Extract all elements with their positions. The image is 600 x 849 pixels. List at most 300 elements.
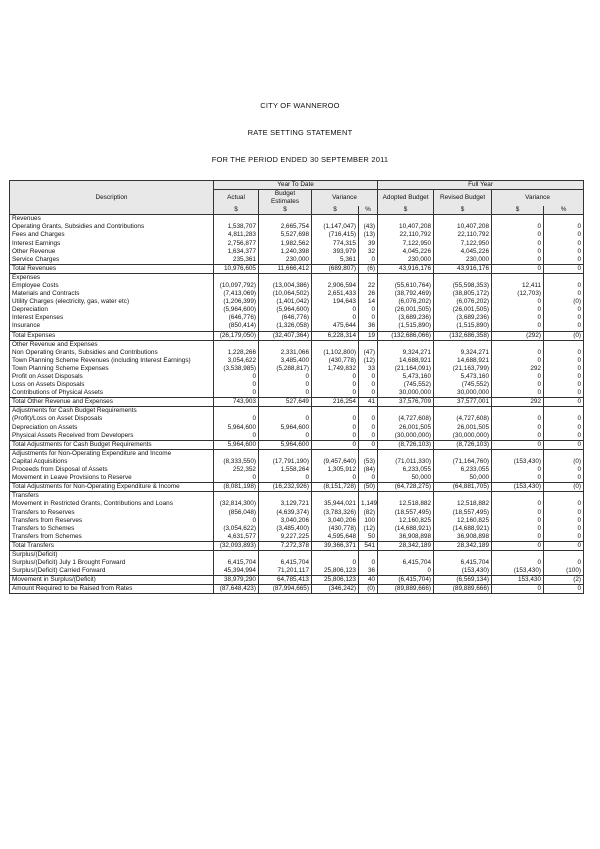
row-value: [214, 407, 259, 416]
full-year-header: Full Year: [378, 181, 584, 190]
row-value: [312, 215, 359, 224]
row-value: 0: [492, 357, 544, 365]
row-value: (1,206,399): [214, 298, 259, 306]
row-value: 0: [544, 533, 584, 542]
table-row: [10, 492, 584, 501]
table-row: [10, 541, 584, 550]
row-value: 9,227,225: [259, 533, 312, 542]
row-value: 0: [359, 424, 378, 432]
table-row: [10, 517, 584, 525]
row-value: 5,473,160: [378, 373, 434, 381]
row-value: 28,342,189: [378, 541, 434, 550]
row-label: Transfers from Schemes: [12, 532, 82, 540]
row-value: (745,552): [378, 381, 434, 389]
row-value: 1,538,707: [214, 223, 259, 231]
row-value: [359, 550, 378, 559]
row-value: (30,000,000): [434, 432, 492, 441]
row-value: [312, 273, 359, 282]
row-value: 230,000: [378, 256, 434, 265]
row-value: 30,000,000: [378, 389, 434, 398]
row-value: 0: [492, 314, 544, 322]
row-value: 0: [312, 314, 359, 322]
row-value: 50,000: [378, 474, 434, 483]
row-value: 7,122,950: [434, 239, 492, 247]
row-value: 0: [544, 373, 584, 381]
row-value: [492, 449, 544, 458]
row-value: 36,908,898: [434, 533, 492, 542]
row-value: 0: [544, 239, 584, 247]
row-value: 36,908,898: [378, 533, 434, 542]
row-label: Town Planning Scheme Revenues (including Interest Earnings): [12, 356, 191, 364]
row-value: 22,110,792: [378, 231, 434, 239]
row-label: Interest Expenses: [12, 314, 64, 322]
row-value: (8,081,198): [214, 483, 259, 492]
row-value: 0: [492, 248, 544, 256]
row-value: [214, 449, 259, 458]
row-label: Contributions of Physical Assets: [12, 389, 103, 397]
row-value: 0: [544, 282, 584, 290]
row-value: [259, 449, 312, 458]
row-value: (3,783,326): [312, 508, 359, 516]
row-value: 0: [492, 533, 544, 542]
row-label: Amount Required to be Raised from Rates: [10, 585, 214, 594]
row-value: 5,964,600: [214, 440, 259, 449]
row-value: 0: [259, 373, 312, 381]
row-value: 0: [214, 474, 259, 483]
row-value: 1,558,264: [259, 466, 312, 474]
row-value: (3,689,236): [378, 314, 434, 322]
row-value: [378, 215, 434, 224]
ytd-header: Year To Date: [214, 181, 378, 190]
row-value: (18,557,495): [434, 508, 492, 516]
row-value: (1,102,800): [312, 349, 359, 357]
row-label: Total Expenses: [10, 331, 214, 340]
row-value: 12,160,825: [434, 517, 492, 525]
row-value: 0: [359, 389, 378, 398]
row-value: 0: [259, 432, 312, 441]
row-value: 2,906,594: [312, 282, 359, 290]
row-value: 0: [544, 349, 584, 357]
row-value: (12,703): [492, 290, 544, 298]
row-value: 0: [544, 585, 584, 594]
row-label: Surplus/(Deficit) Carried Forward: [12, 567, 106, 575]
table-row: [10, 239, 584, 247]
row-value: 0: [544, 517, 584, 525]
row-value: 0: [544, 525, 584, 533]
table-row: [10, 365, 584, 373]
row-value: (12): [359, 525, 378, 533]
row-value: [492, 492, 544, 501]
row-value: 36: [359, 567, 378, 576]
row-value: 33: [359, 365, 378, 373]
row-label: Total Transfers: [10, 541, 214, 550]
row-value: [378, 407, 434, 416]
row-value: 0: [544, 365, 584, 373]
row-value: (3,054,622): [214, 525, 259, 533]
table-row: [10, 474, 584, 483]
row-value: 0: [544, 559, 584, 567]
row-value: [378, 449, 434, 458]
table-row: [10, 282, 584, 290]
table-row: [10, 223, 584, 231]
row-value: 2,331,066: [259, 349, 312, 357]
row-value: 774,315: [312, 239, 359, 247]
row-value: 0: [544, 508, 584, 516]
row-value: 0: [214, 373, 259, 381]
row-value: 0: [259, 474, 312, 483]
row-value: (850,414): [214, 322, 259, 331]
row-value: (0): [359, 585, 378, 594]
row-value: 38,979,290: [214, 576, 259, 585]
row-value: 0: [492, 559, 544, 567]
row-value: (8,726,103): [378, 440, 434, 449]
row-value: 0: [492, 322, 544, 331]
row-value: [378, 273, 434, 282]
row-value: (153,430): [492, 567, 544, 576]
row-value: 14,688,921: [378, 357, 434, 365]
row-value: (7,413,069): [214, 290, 259, 298]
revised-budget-header: Revised Budget: [434, 190, 492, 207]
row-value: (10,064,502): [259, 290, 312, 298]
row-value: 6,233,055: [434, 466, 492, 474]
row-value: 0: [544, 432, 584, 441]
row-value: 0: [312, 432, 359, 441]
row-label: Transfers: [10, 492, 214, 501]
row-value: 0: [312, 559, 359, 567]
row-value: 0: [214, 432, 259, 441]
row-value: 12,160,825: [378, 517, 434, 525]
row-value: 10,407,208: [378, 223, 434, 231]
row-label: (Profit)/Loss on Asset Disposals: [12, 415, 103, 423]
row-value: 12,518,882: [434, 500, 492, 508]
row-value: 0: [359, 373, 378, 381]
row-value: 5,964,600: [214, 424, 259, 432]
row-value: 0: [312, 389, 359, 398]
row-value: [259, 215, 312, 224]
row-value: (21,164,091): [378, 365, 434, 373]
row-value: 0: [544, 314, 584, 322]
row-value: 0: [492, 231, 544, 239]
row-value: (30,000,000): [378, 432, 434, 441]
table-row: [10, 525, 584, 533]
row-value: [434, 340, 492, 349]
row-value: 30,000,000: [434, 389, 492, 398]
row-value: 0: [359, 559, 378, 567]
row-value: 0: [544, 290, 584, 298]
table-row: [10, 424, 584, 432]
row-value: (55,610,764): [378, 282, 434, 290]
row-value: (6,569,134): [434, 576, 492, 585]
table-row: [10, 215, 584, 224]
row-value: (346,242): [312, 585, 359, 594]
row-label: Total Adjustments for Non-Operating Expenditure & Income: [10, 483, 214, 492]
row-label: Transfers from Reserves: [12, 516, 83, 524]
row-value: 0: [544, 357, 584, 365]
row-value: [359, 449, 378, 458]
row-value: 11,666,412: [259, 264, 312, 273]
table-row: [10, 349, 584, 357]
table-row: [10, 231, 584, 239]
row-value: (100): [544, 567, 584, 576]
row-value: 0: [544, 231, 584, 239]
row-value: 0: [492, 424, 544, 432]
row-value: (745,552): [434, 381, 492, 389]
row-value: 1,982,562: [259, 239, 312, 247]
row-value: 1,749,832: [312, 365, 359, 373]
row-label: Profit on Asset Disposals: [12, 373, 83, 381]
row-value: [259, 407, 312, 416]
unit-pct: %: [359, 206, 378, 215]
row-value: 39: [359, 239, 378, 247]
actual-header: Actual: [214, 190, 259, 207]
row-value: 1,240,398: [259, 248, 312, 256]
row-value: 6,415,704: [259, 559, 312, 567]
row-value: [259, 340, 312, 349]
row-value: 252,352: [214, 466, 259, 474]
row-value: 0: [544, 500, 584, 508]
row-value: 0: [492, 239, 544, 247]
row-value: (430,778): [312, 525, 359, 533]
row-value: (132,686,066): [378, 331, 434, 340]
row-value: [312, 550, 359, 559]
row-value: [434, 449, 492, 458]
row-label: Transfers to Reserves: [12, 508, 75, 516]
row-value: 4,811,283: [214, 231, 259, 239]
row-value: (3,538,985): [214, 365, 259, 373]
row-value: 40: [359, 576, 378, 585]
row-label: Other Revenue: [12, 247, 56, 255]
row-value: 71,201,117: [259, 567, 312, 576]
row-value: (6,076,202): [378, 298, 434, 306]
row-value: 5,964,600: [259, 424, 312, 432]
row-value: 0: [544, 223, 584, 231]
row-value: [544, 449, 584, 458]
row-value: [359, 492, 378, 501]
row-value: 50,000: [434, 474, 492, 483]
row-value: (87,648,423): [214, 585, 259, 594]
row-value: 0: [492, 264, 544, 273]
row-value: [434, 550, 492, 559]
row-value: 0: [492, 373, 544, 381]
row-value: 0: [544, 424, 584, 432]
row-value: (87,994,665): [259, 585, 312, 594]
row-value: [544, 340, 584, 349]
row-value: (4,727,608): [378, 415, 434, 423]
row-value: 12,411: [492, 282, 544, 290]
row-value: 39,366,371: [312, 541, 359, 550]
row-label: Depreciation on Assets: [12, 423, 78, 431]
row-value: (153,430): [492, 458, 544, 466]
row-value: 35,944,021: [312, 500, 359, 508]
row-value: 0: [492, 381, 544, 389]
row-value: 0: [378, 567, 434, 576]
row-value: 0: [359, 432, 378, 441]
table-row: [10, 449, 584, 458]
row-value: 0: [544, 541, 584, 550]
row-value: [544, 550, 584, 559]
row-value: 0: [544, 322, 584, 331]
row-value: [434, 407, 492, 416]
row-value: 3,040,206: [312, 517, 359, 525]
row-value: 9,324,271: [434, 349, 492, 357]
header-row-groups: [10, 181, 584, 190]
row-value: [492, 550, 544, 559]
row-value: 0: [492, 585, 544, 594]
table-row: [10, 398, 584, 407]
row-value: [214, 215, 259, 224]
row-value: 0: [492, 432, 544, 441]
unit-pct: %: [544, 206, 584, 215]
row-value: 7,272,378: [259, 541, 312, 550]
row-value: (1,326,058): [259, 322, 312, 331]
row-label: Total Adjustments for Cash Budget Requirements: [10, 440, 214, 449]
row-value: [359, 273, 378, 282]
row-value: (26,001,505): [434, 306, 492, 314]
row-value: 22,110,792: [434, 231, 492, 239]
row-value: [434, 273, 492, 282]
row-value: 5,473,160: [434, 373, 492, 381]
row-value: (6): [359, 264, 378, 273]
row-label: Interest Earnings: [12, 239, 61, 247]
row-value: 235,361: [214, 256, 259, 265]
row-value: [259, 273, 312, 282]
statement-title: RATE SETTING STATEMENT: [247, 128, 353, 137]
row-value: [214, 492, 259, 501]
row-value: (32,093,893): [214, 541, 259, 550]
unit-dollar: $: [492, 206, 544, 215]
row-value: 43,916,176: [378, 264, 434, 273]
row-value: (8,151,728): [312, 483, 359, 492]
row-value: (26,001,505): [378, 306, 434, 314]
variance-fy-header: Variance: [492, 190, 584, 207]
row-value: [312, 449, 359, 458]
row-value: 3,054,622: [214, 357, 259, 365]
row-value: 194,643: [312, 298, 359, 306]
row-value: 0: [492, 474, 544, 483]
row-value: 14: [359, 298, 378, 306]
row-value: 0: [544, 440, 584, 449]
row-value: (0): [544, 331, 584, 340]
row-value: [214, 550, 259, 559]
row-label: Operating Grants, Subsidies and Contributions: [12, 223, 145, 231]
row-label: Movement in Leave Provisions to Reserve: [12, 474, 132, 482]
row-value: 0: [492, 298, 544, 306]
row-value: 50: [359, 533, 378, 542]
row-value: (430,778): [312, 357, 359, 365]
row-value: 28,342,189: [434, 541, 492, 550]
row-value: 0: [214, 415, 259, 423]
row-value: 0: [359, 415, 378, 423]
row-value: (0): [544, 483, 584, 492]
row-value: 0: [492, 306, 544, 314]
row-value: [359, 215, 378, 224]
row-value: 4,045,226: [378, 248, 434, 256]
row-value: (82): [359, 508, 378, 516]
row-label: Movement in Surplus/(Deficit): [10, 576, 214, 585]
row-label: Surplus/(Deficit) July 1 Brought Forward: [12, 559, 126, 567]
budget-estimates-header: Budget Estimates: [259, 190, 312, 207]
row-value: [359, 407, 378, 416]
row-value: 0: [359, 256, 378, 265]
table-row: [10, 298, 584, 306]
row-value: 0: [544, 248, 584, 256]
unit-dollar: $: [259, 206, 312, 215]
row-value: 22: [359, 282, 378, 290]
row-value: 26,001,505: [434, 424, 492, 432]
row-value: 6,415,704: [434, 559, 492, 567]
row-value: [378, 340, 434, 349]
row-label: Adjustments for Non-Operating Expenditure and Income: [10, 449, 214, 458]
table-row: [10, 508, 584, 516]
row-value: 0: [492, 440, 544, 449]
row-value: 26: [359, 290, 378, 298]
row-value: 43,916,176: [434, 264, 492, 273]
row-value: 14,688,921: [434, 357, 492, 365]
row-value: 0: [492, 517, 544, 525]
row-value: (9,457,640): [312, 458, 359, 466]
table-row: [10, 322, 584, 331]
row-value: 0: [312, 424, 359, 432]
table-row: [10, 331, 584, 340]
table-row: [10, 290, 584, 298]
description-header: Description: [95, 193, 128, 201]
row-value: 743,903: [214, 398, 259, 407]
table-row: [10, 533, 584, 542]
row-value: 45,394,994: [214, 567, 259, 576]
table-row: [10, 550, 584, 559]
row-value: (64,881,705): [434, 483, 492, 492]
table-row: [10, 248, 584, 256]
row-value: [434, 215, 492, 224]
row-value: (3,485,400): [259, 525, 312, 533]
row-value: (17,791,190): [259, 458, 312, 466]
row-value: (8,726,103): [434, 440, 492, 449]
row-value: [259, 550, 312, 559]
row-value: 0: [492, 500, 544, 508]
row-label: Insurance: [12, 322, 41, 330]
row-value: (8,333,550): [214, 458, 259, 466]
row-value: 0: [359, 474, 378, 483]
table-row: [10, 357, 584, 365]
row-value: 2,651,433: [312, 290, 359, 298]
row-value: 0: [492, 508, 544, 516]
header-row-names: [10, 190, 584, 207]
row-label: Fees and Charges: [12, 231, 65, 239]
row-value: [492, 340, 544, 349]
row-value: 0: [544, 415, 584, 423]
row-value: 0: [492, 349, 544, 357]
row-value: 0: [544, 466, 584, 474]
row-value: (89,889,666): [434, 585, 492, 594]
row-value: 0: [259, 381, 312, 389]
row-value: 393,979: [312, 248, 359, 256]
unit-dollar: $: [214, 206, 259, 215]
row-value: (13,004,386): [259, 282, 312, 290]
header-row-units: [10, 206, 584, 215]
row-value: [259, 492, 312, 501]
row-value: 37,576,709: [378, 398, 434, 407]
row-value: (32,814,300): [214, 500, 259, 508]
statement-period: FOR THE PERIOD ENDED 30 SEPTEMBER 2011: [211, 155, 389, 164]
row-value: (716,415): [312, 231, 359, 239]
row-label: Materials and Contracts: [12, 290, 80, 298]
row-value: 0: [259, 415, 312, 423]
row-value: 6,415,704: [214, 559, 259, 567]
row-value: 36: [359, 322, 378, 331]
table-row: [10, 256, 584, 265]
statement-body: [10, 215, 584, 594]
row-label: Loss on Assets Disposals: [12, 381, 85, 389]
